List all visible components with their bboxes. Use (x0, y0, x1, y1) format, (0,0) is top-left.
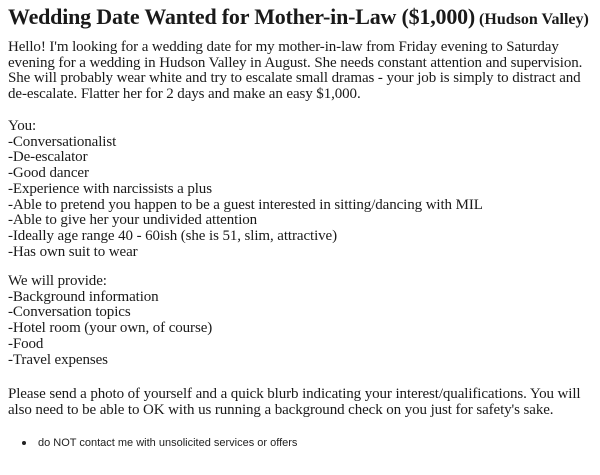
provision-item: -Background information (8, 288, 159, 305)
bullet-icon (22, 441, 26, 445)
provision-item: -Food (8, 335, 44, 352)
provision-item: -Conversation topics (8, 304, 131, 321)
provision-item: -Hotel room (your own, of course) (8, 320, 213, 337)
posting-intro (8, 40, 594, 103)
requirement-item: -Has own suit to wear (8, 243, 138, 260)
requirement-item: -Able to pretend you happen to be a guest interested in sitting/dancing with MIL (8, 196, 483, 213)
provisions-section (8, 274, 594, 368)
provisions-heading: We will provide: (8, 273, 107, 289)
requirements-section (8, 119, 594, 260)
requirement-item: -Able to give her your undivided attention (8, 212, 258, 229)
requirement-item: -De-escalator (8, 149, 88, 166)
provision-item: -Travel expenses (8, 351, 108, 368)
closing-section (8, 387, 594, 418)
notice-item (8, 436, 297, 450)
notice-text: do NOT contact me with unsolicited services or offers (38, 437, 298, 449)
posting-title-row (8, 4, 596, 30)
requirement-item: -Experience with narcissists a plus (8, 180, 212, 197)
requirements-heading: You: (8, 118, 37, 134)
closing-paragraph: Please send a photo of yourself and a quick blurb indicating your interest/qualifications. You will also need to be able to OK with us running a background check on you just for safety's sake. (8, 386, 581, 418)
requirement-item: -Conversationalist (8, 133, 117, 150)
posting-notices (8, 436, 297, 450)
posting-location: (Hudson Valley) (479, 11, 589, 28)
requirement-item: -Good dancer (8, 165, 89, 182)
posting-title: Wedding Date Wanted for Mother-in-Law ($1,000) (8, 4, 476, 29)
intro-paragraph: Hello! I'm looking for a wedding date for my mother-in-law from Friday evening to Saturday evening for a wedding in Hudson Valley in August. She needs constant attention and supervision. She will probably wear white and try to escalate small dramas - your job is simply to distract and de-escalate. Flatter her for 2 days and make an easy $1,000. (8, 39, 583, 103)
requirement-item: -Ideally age range 40 - 60ish (she is 51, slim, attractive) (8, 227, 337, 244)
